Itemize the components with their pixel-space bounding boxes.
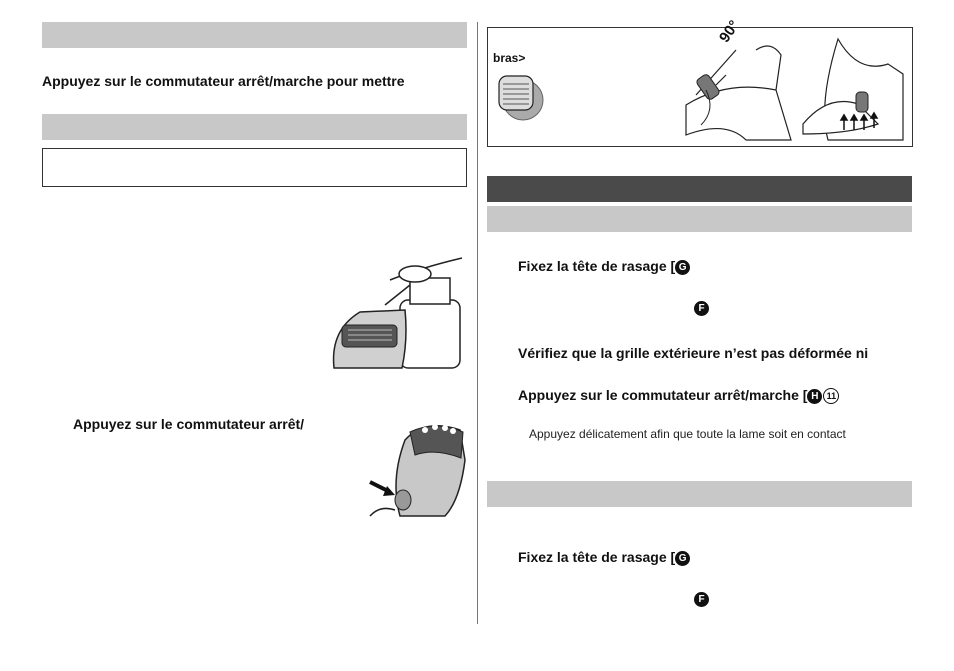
step-1 (518, 258, 690, 275)
badge-g: G (675, 260, 690, 275)
badge-h: H (807, 389, 822, 404)
left-section-bar-2 (42, 114, 467, 140)
step-3-text: Appuyez sur le commutateur arrêt/marche [ (518, 387, 808, 403)
arm-shaving-illustration (798, 34, 908, 140)
step-4 (518, 549, 690, 566)
badge-f-2: F (694, 592, 709, 607)
circled-number: 11 (823, 388, 839, 404)
column-divider (477, 22, 478, 624)
left-empty-box (42, 148, 467, 187)
right-section-bar-2 (487, 481, 912, 507)
step-2: Vérifiez que la grille extérieure n’est pas déformée ni (518, 345, 869, 361)
badge-f: F (694, 301, 709, 316)
angle-label: 90° (716, 17, 743, 46)
step-4-text: Fixez la tête de rasage [ (518, 549, 676, 565)
badge-g-2: G (675, 551, 690, 566)
left-section-bar-1 (42, 22, 467, 48)
shaving-head-icon (495, 70, 545, 122)
left-instruction-1: Appuyez sur le commutateur arrêt/marche pour mettre (42, 73, 405, 89)
right-section-bar-dark (487, 176, 912, 202)
step-3-note: Appuyez délicatement afin que toute la lame soit en contact (529, 427, 846, 441)
illustration-label: bras> (493, 51, 526, 65)
step-3 (518, 387, 839, 404)
right-section-bar-1 (487, 206, 912, 232)
leg-shaving-illustration (686, 30, 796, 140)
left-instruction-2: Appuyez sur le commutateur arrêt/ (73, 416, 305, 432)
switch-press-illustration (365, 420, 465, 516)
cleaning-illustration (330, 250, 465, 368)
step-1-text: Fixez la tête de rasage [ (518, 258, 676, 274)
